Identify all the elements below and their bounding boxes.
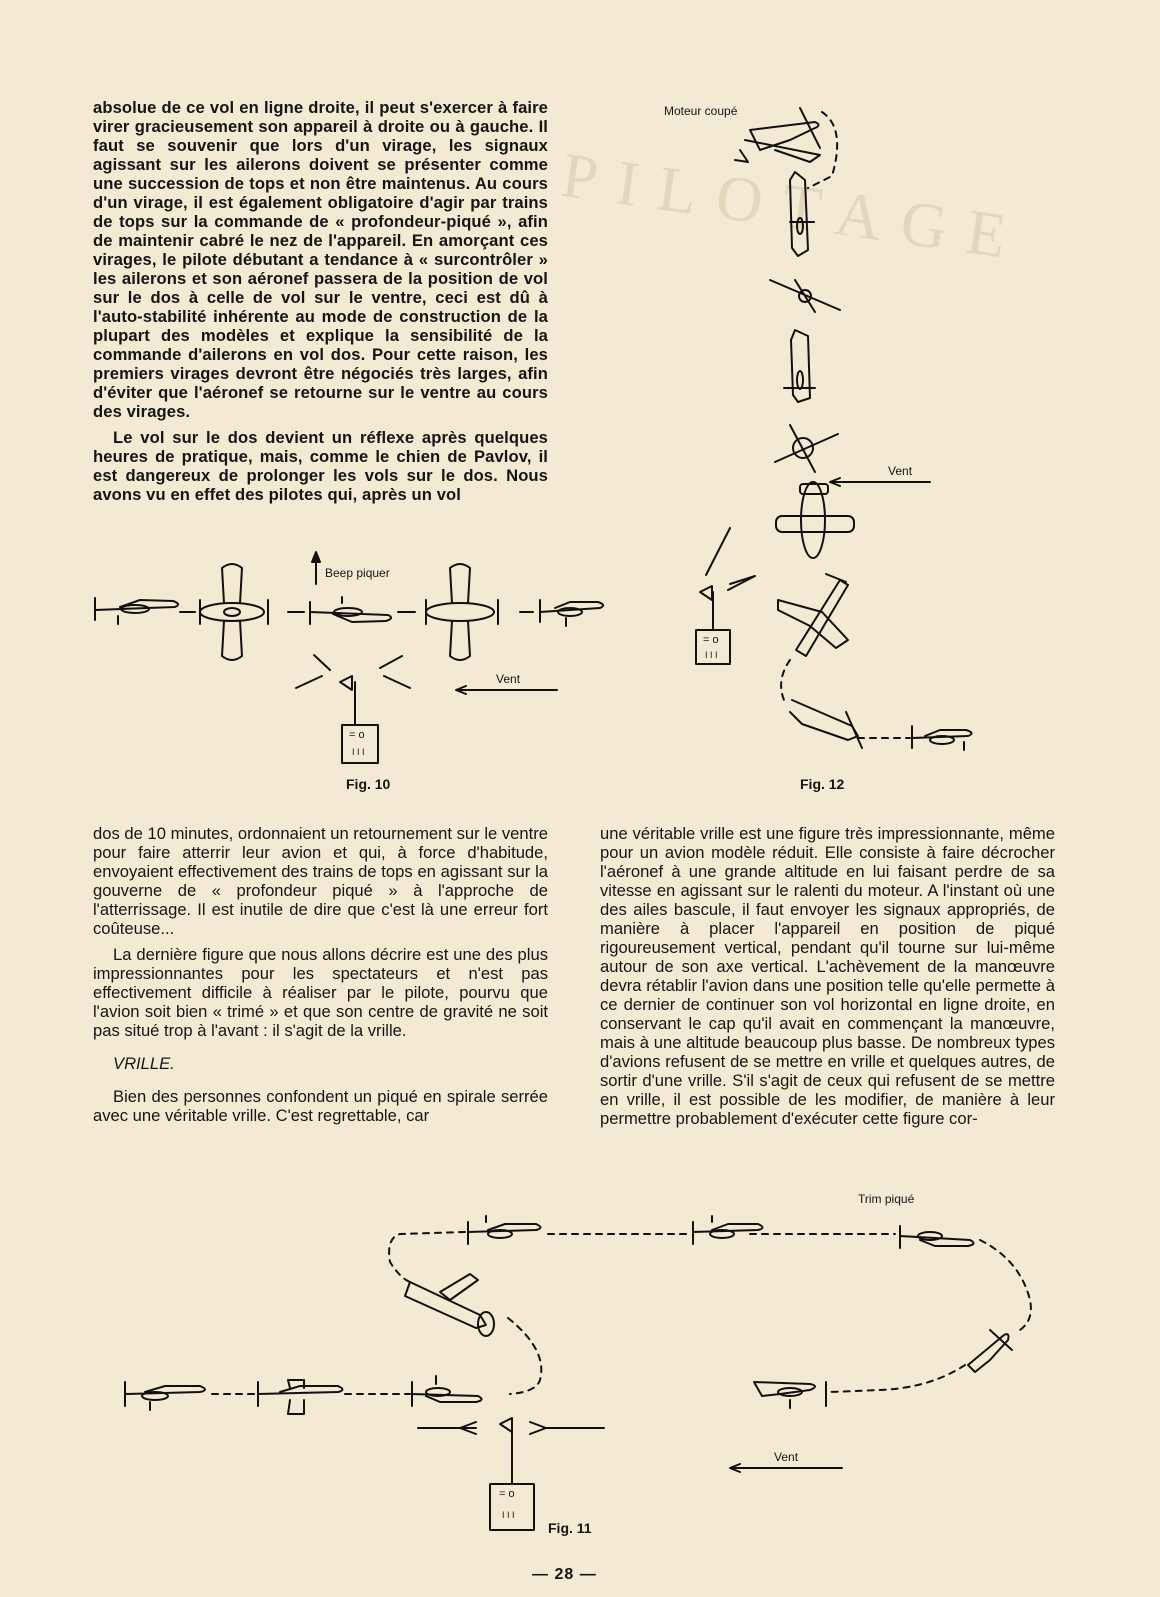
- plane-11-3: [900, 1226, 974, 1248]
- fig11-transmitter-label: = o: [499, 1488, 515, 1500]
- plane-11-6: [412, 1376, 482, 1406]
- plane-11-recover: [968, 1330, 1012, 1372]
- fig10-transmitter-bars: I I I: [352, 747, 365, 757]
- page-number: — 28 —: [532, 1566, 597, 1583]
- section-heading: VRILLE.: [113, 1054, 175, 1073]
- fig10-wind-label: Vent: [496, 672, 521, 686]
- fig12-transmitter-label: = o: [703, 634, 719, 646]
- paragraph: une véritable vrille est une figure très impressionnante, même pour un avion modèle réduit. Elle consiste à faire décrocher l'aéronef à une grande altitude en lui faisant perdre de sa vitesse en agissant sur le ralenti du moteur. A l'instant où une des ailes bascule, il faut envoyer les signaux appropriés, de manière à placer l'appareil en position de piqué rigoureusement vertical, pendant qu'il tourne sur lui-même autour de son axe vertical. L'achèvement de la manœuvre devra rétablir l'avion dans une position telle qu'elle permette à ce dernier de continuer son vol horizontal en ligne droite, en conservant le cap qu'il avait en commençant la manœuvre, mais à une altitude beaucoup plus basse. De nombreux types d'avions refusent de se mettre en vrille et quelques autres, de sortir d'une vrille. S'il s'agit de ceux qui refusent de se mettre en vrille, il est possible de les modifier, de manière à leur permettre probablement d'exécuter cette figure cor-: [600, 824, 1055, 1128]
- fig11-trim-label: Trim piqué: [858, 1192, 915, 1206]
- fig10-transmitter-label: = o: [349, 729, 365, 741]
- paragraph: Bien des personnes confondent un piqué en spirale serrée avec une véritable vrille. C'est regrettable, car: [93, 1087, 548, 1125]
- plane-11-1: [468, 1216, 541, 1244]
- paragraph: absolue de ce vol en ligne droite, il peut s'exercer à faire virer gracieusement son appareil à droite ou à gauche. Il faut se souvenir que lors d'un virage, les signaux agissant sur les ailerons doivent se présenter comme une succession de tops et non être maintenus. Au cours d'un virage, il est également obligatoire d'agir par trains de tops sur la commande de « profondeur-piqué », afin de maintenir cabré le nez de l'appareil. En amorçant ces virages, le pilote débutant a tendance à « surcontrôler » les ailerons et son aéronef passera de la position de vol sur le dos à celle de vol sur le ventre, ceci est dû à l'auto-stabilité inhérente au mode de construction de la plupart des modèles et explique la sensibilité de la commande d'ailerons en vol dos. Pour cette raison, les premiers virages devront être négociés très larges, afin d'éviter que l'aéronef se retourne sur le ventre au cours des virages.: [93, 98, 548, 421]
- fig10-caption: Fig. 10: [346, 776, 391, 792]
- fig12-transmitter-bars: I I I: [705, 650, 718, 660]
- fig11-transmitter-bars: I I I: [502, 1510, 515, 1520]
- plane-11-4: [125, 1382, 205, 1410]
- paragraph: La dernière figure que nous allons décrire est une des plus impressionnantes pour les spectateurs et n'est pas effectivement difficile à réaliser par le pilote, pourvu que l'avion soit bien « trimé » et que son centre de gravité ne soit pas situé trop à l'avant : il s'agit de la vrille.: [93, 945, 548, 1040]
- show-through-watermark: PILOTAGE: [557, 138, 1031, 275]
- paragraph: dos de 10 minutes, ordonnaient un retournement sur le ventre pour faire atterrir leur avion et qui, à force d'habitude, envoyaient effectivement des trains de tops en agissant sur la gouverne de « profondeur piqué » à l'approche de l'atterrissage. Il est inutile de dire que c'est là une erreur fort coûteuse...: [93, 824, 548, 938]
- fig10-beep-label: Beep piquer: [325, 566, 390, 580]
- fig11-caption: Fig. 11: [548, 1520, 592, 1536]
- plane-11-5: [258, 1380, 343, 1414]
- plane-11-2: [693, 1216, 763, 1244]
- fig12-engine-label: Moteur coupé: [664, 104, 738, 118]
- fig11-wind-label: Vent: [774, 1450, 799, 1464]
- plane-11-7: [754, 1382, 826, 1408]
- fig12-caption: Fig. 12: [800, 776, 845, 792]
- paragraph: Le vol sur le dos devient un réflexe après quelques heures de pratique, mais, comme le chien de Pavlov, il est dangereux de prolonger les vols sur le dos. Nous avons vu en effet des pilotes qui, après un vol: [93, 428, 548, 504]
- plane-11-spin: [405, 1274, 494, 1336]
- fig12-wind-label: Vent: [888, 464, 913, 478]
